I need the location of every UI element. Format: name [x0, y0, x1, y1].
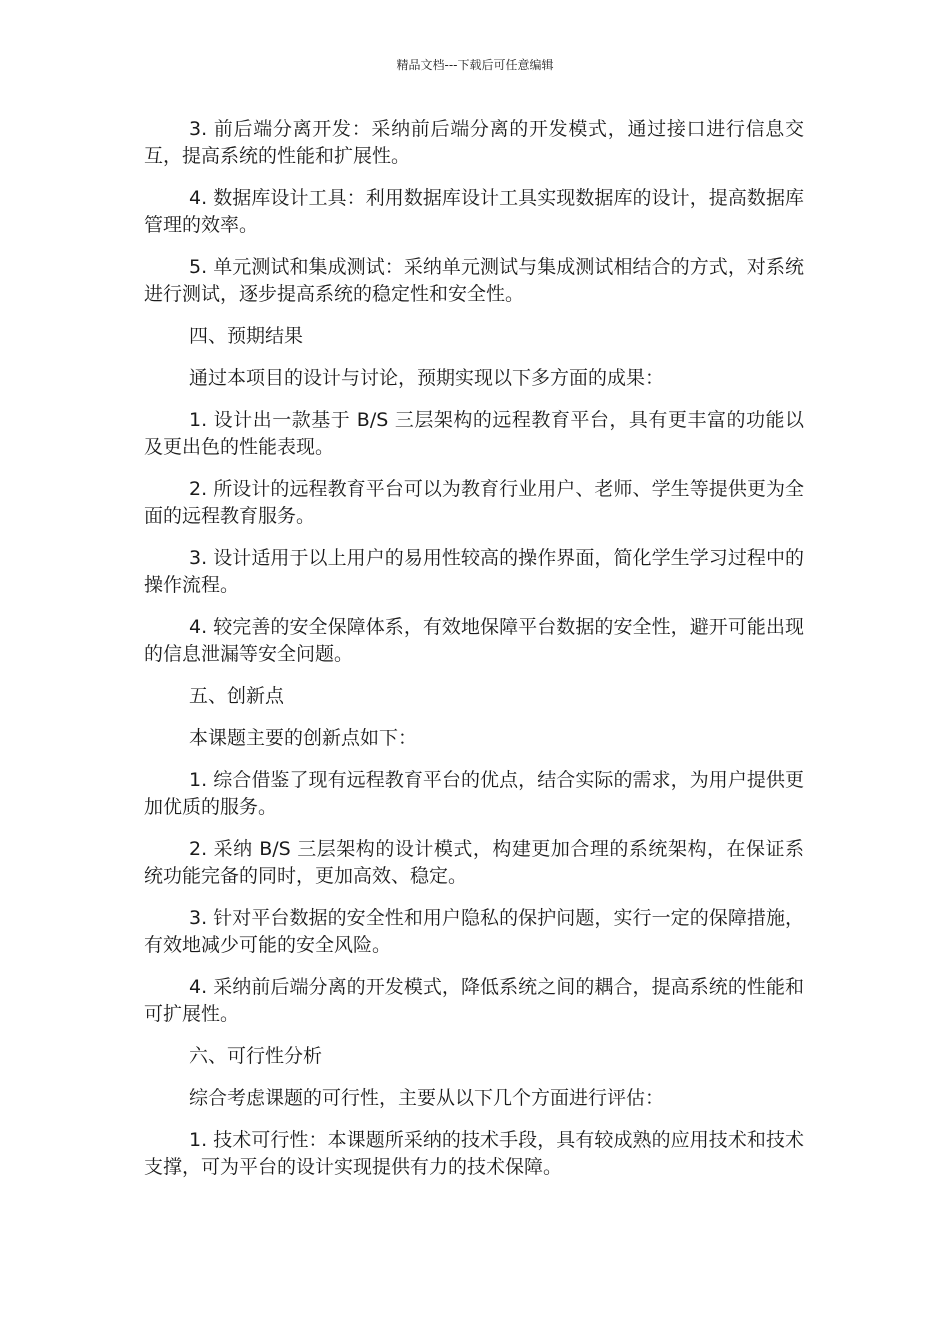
paragraph: 3. 设计适用于以上用户的易用性较高的操作界面，简化学生学习过程中的操作流程。	[144, 547, 804, 596]
page-header: 精品文档---下载后可任意编辑	[396, 58, 554, 72]
paragraph: 2. 采纳 B/S 三层架构的设计模式，构建更加合理的系统架构，在保证系统功能完备的同时，更加高效、稳定。	[144, 838, 804, 887]
paragraph: 5. 单元测试和集成测试：采纳单元测试与集成测试相结合的方式，对系统进行测试，逐步提高系统的稳定性和安全性。	[144, 256, 804, 305]
paragraph: 3. 针对平台数据的安全性和用户隐私的保护问题，实行一定的保障措施，有效地减少可能的安全风险。	[144, 907, 804, 956]
paragraph: 3. 前后端分离开发：采纳前后端分离的开发模式，通过接口进行信息交互，提高系统的性能和扩展性。	[144, 118, 804, 167]
paragraph: 2. 所设计的远程教育平台可以为教育行业用户、老师、学生等提供更为全面的远程教育服务。	[144, 478, 804, 527]
document-body	[144, 116, 804, 1196]
section-heading: 五、创新点	[189, 685, 285, 707]
paragraph: 4. 采纳前后端分离的开发模式，降低系统之间的耦合，提高系统的性能和可扩展性。	[144, 976, 804, 1025]
paragraph: 1. 综合借鉴了现有远程教育平台的优点，结合实际的需求，为用户提供更加优质的服务。	[144, 769, 804, 818]
paragraph: 通过本项目的设计与讨论，预期实现以下多方面的成果：	[189, 367, 665, 389]
section-heading: 六、可行性分析	[189, 1045, 323, 1067]
paragraph: 本课题主要的创新点如下：	[189, 727, 418, 749]
section-heading: 四、预期结果	[189, 325, 304, 347]
paragraph: 4. 较完善的安全保障体系，有效地保障平台数据的安全性，避开可能出现的信息泄漏等安全问题。	[144, 616, 804, 665]
paragraph: 1. 设计出一款基于 B/S 三层架构的远程教育平台，具有更丰富的功能以及更出色的性能表现。	[144, 409, 804, 458]
paragraph: 1. 技术可行性：本课题所采纳的技术手段，具有较成熟的应用技术和技术支撑，可为平台的设计实现提供有力的技术保障。	[144, 1129, 804, 1178]
paragraph: 4. 数据库设计工具：利用数据库设计工具实现数据库的设计，提高数据库管理的效率。	[144, 187, 804, 236]
paragraph: 综合考虑课题的可行性，主要从以下几个方面进行评估：	[189, 1087, 665, 1109]
